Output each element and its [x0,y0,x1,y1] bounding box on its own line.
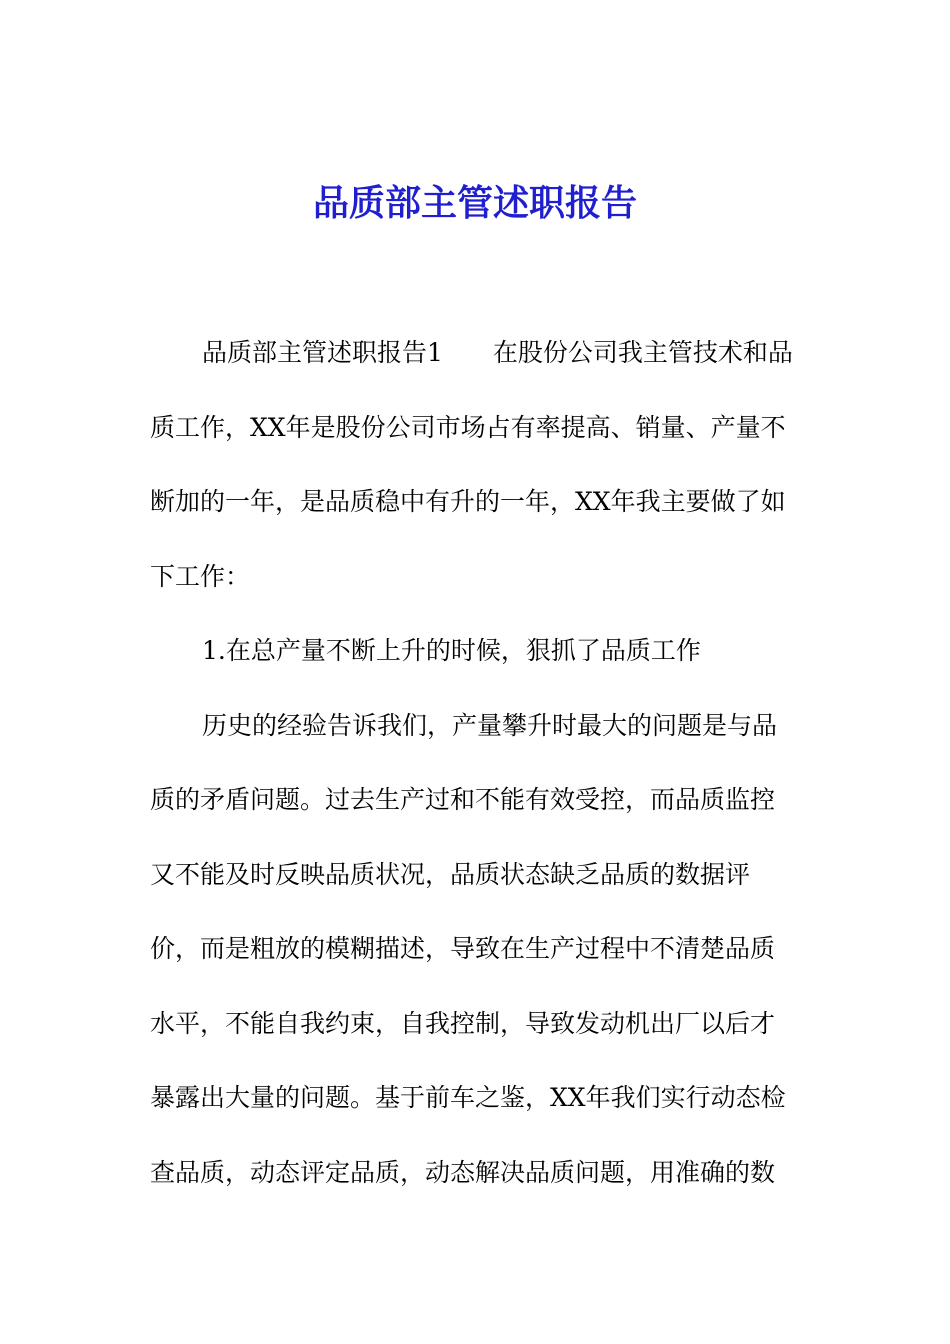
paragraph-line: 暴露出大量的问题。基于前车之鉴，XX年我们实行动态检 [150,1083,786,1112]
paragraph-line: 下工作： [150,561,251,591]
paragraph-line: 又不能及时反映品质状况，品质状态缺乏品质的数据评 [150,859,751,889]
paragraph-line: 质工作，XX年是股份公司市场占有率提高、销量、产量不 [150,412,786,442]
paragraph-line: 历史的经验告诉我们，产量攀升时最大的问题是与品 [202,710,778,740]
paragraph-line: 断加的一年，是品质稳中有升的一年，XX年我主要做了如 [150,487,786,516]
paragraph-line: 价，而是粗放的模糊描述，导致在生产过程中不清楚品质 [150,934,776,963]
section-heading: 1.在总产量不断上升的时候，狠抓了品质工作 [202,636,701,665]
paragraph-line: 水平，不能自我约束，自我控制，导致发动机出厂以后才 [150,1008,776,1038]
paragraph-line: 查品质，动态评定品质，动态解决品质问题，用准确的数 [150,1157,776,1187]
document-body [150,331,810,1225]
document-title: 品质部主管述职报告 [312,182,637,224]
paragraph-line: 品质部主管述职报告1 在股份公司我主管技术和品 [202,338,793,367]
paragraph-line: 质的矛盾问题。过去生产过和不能有效受控，而品质监控 [150,785,776,814]
